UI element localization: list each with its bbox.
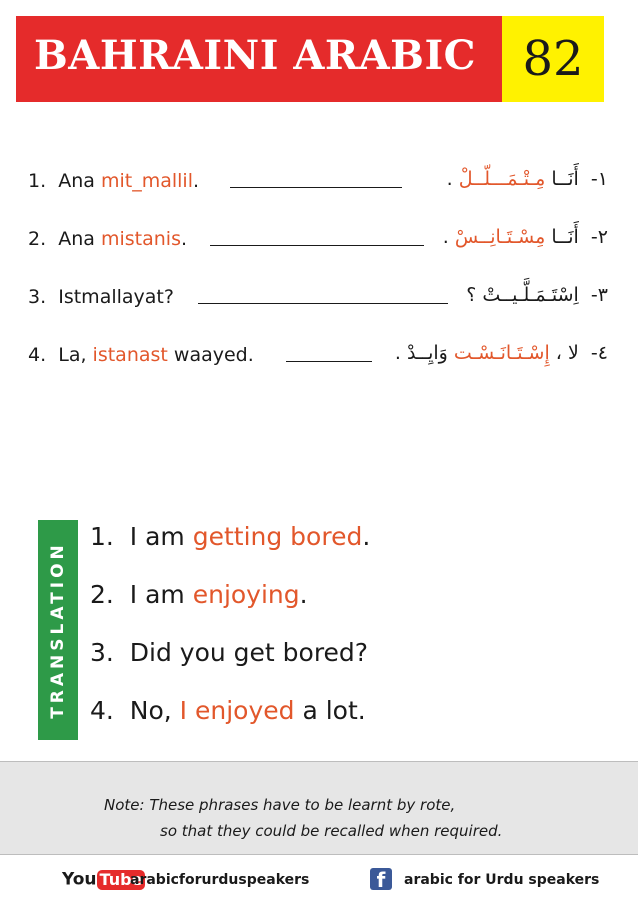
phrase-arabic: ٢- أَنَــا مِسْـتَـانِــسْ .: [442, 226, 608, 248]
header-band: [16, 16, 604, 102]
phrase-english: 3. Istmallayat?: [28, 286, 174, 308]
translation-item-3: 3. Did you get bored?: [90, 638, 369, 667]
page-title: BAHRAINI ARABIC: [34, 32, 476, 79]
facebook-page-label[interactable]: arabic for Urdu speakers: [404, 872, 600, 888]
phrase-highlight: istanast: [92, 344, 168, 366]
phrase-highlight: mit_mallil: [100, 170, 193, 192]
phrase-arabic: ٤- لا ، إِسْـتَـانَـسْـت وَايِــدْ .: [394, 342, 608, 364]
phrase-row-2: [28, 222, 608, 258]
translation-label-bar: [38, 520, 78, 740]
youtube-icon[interactable]: You Tube: [62, 869, 145, 891]
phrase-row-1: [28, 164, 608, 200]
phrase-highlight: mistanis: [100, 228, 181, 250]
answer-line: [286, 361, 372, 362]
footer: [0, 854, 638, 903]
translation-highlight: I enjoyed: [179, 696, 295, 725]
note-line-2: so that they could be recalled when required.: [160, 822, 503, 840]
phrase-english: 2. Ana mistanis.: [28, 228, 188, 250]
answer-line: [210, 245, 424, 246]
youtube-channel-label[interactable]: arabicforurduspeakers: [130, 872, 310, 888]
translation-item-4: 4. No, I enjoyed a lot.: [90, 696, 366, 725]
answer-line: [198, 303, 448, 304]
translation-item-1: 1. I am getting bored.: [90, 522, 371, 551]
translation-highlight: enjoying: [192, 580, 300, 609]
note-band: [0, 761, 638, 855]
phrase-arabic: ٣- اِسْتَـمَـلَّـيــتْ ؟: [466, 284, 608, 306]
phrase-english: 4. La, istanast waayed.: [28, 344, 254, 366]
page-number: 82: [502, 16, 604, 102]
translation-label: TRANSLATION: [48, 541, 68, 719]
phrase-row-3: [28, 280, 608, 316]
answer-line: [230, 187, 402, 188]
translation-item-2: 2. I am enjoying.: [90, 580, 308, 609]
phrase-row-4: [28, 338, 608, 374]
note-line-1: Note: These phrases have to be learnt by rote,: [104, 796, 456, 814]
phrase-english: 1. Ana mit_mallil.: [28, 170, 200, 192]
phrase-arabic: ١- أَنَــا مِـتْـمَـــلّــلْ .: [446, 168, 608, 190]
translation-highlight: getting bored: [192, 522, 363, 551]
facebook-icon[interactable]: f: [370, 868, 392, 890]
